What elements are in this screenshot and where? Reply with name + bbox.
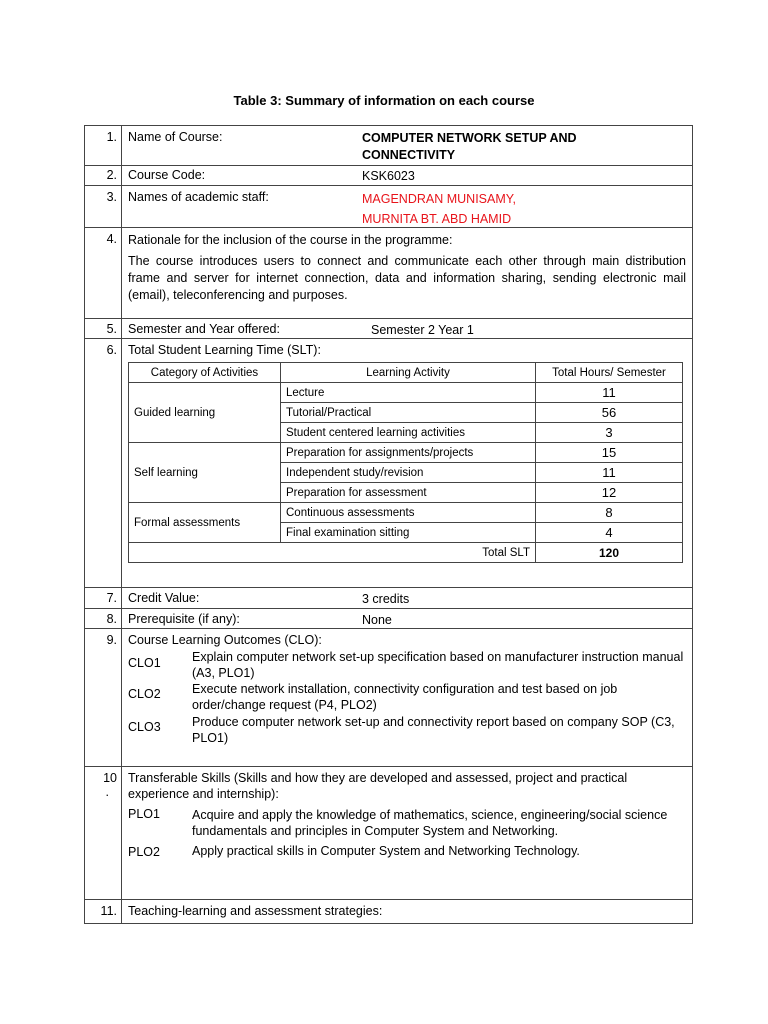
plo-text: Apply practical skills in Computer System and Networking Technology. [192, 844, 580, 858]
slt-activity: Preparation for assessment [281, 483, 536, 503]
clo-code: CLO2 [128, 687, 161, 701]
plo-text: Acquire and apply the knowledge of mathematics, science, engineering/social science fundamentals and principles in Computer System and Networking. [192, 808, 668, 838]
course-summary-table [84, 125, 693, 924]
course-code-value: KSK6023 [362, 169, 415, 183]
slt-hours: 12 [536, 483, 683, 503]
slt-hours: 3 [536, 423, 683, 443]
row-course-name [85, 126, 693, 166]
slt-header-activity: Learning Activity [281, 363, 536, 383]
plo-code: PLO2 [128, 845, 160, 859]
rationale-label: Rationale for the inclusion of the course in the programme: [128, 233, 453, 247]
slt-activity: Student centered learning activities [281, 423, 536, 443]
plo-code: PLO1 [128, 807, 160, 821]
slt-category: Self learning [129, 443, 281, 503]
slt-category: Formal assessments [129, 503, 281, 543]
row-number: 9. [85, 629, 122, 767]
row-academic-staff [85, 186, 693, 228]
slt-hours: 15 [536, 443, 683, 463]
clo-label: Course Learning Outcomes (CLO): [128, 633, 322, 647]
slt-activity: Lecture [281, 383, 536, 403]
slt-activity: Final examination sitting [281, 523, 536, 543]
slt-hours: 4 [536, 523, 683, 543]
slt-category: Guided learning [129, 383, 281, 443]
row-transferable-skills [85, 767, 693, 900]
semester-value: Semester 2 Year 1 [371, 323, 474, 337]
row-number: 5. [85, 319, 122, 339]
table-title: Table 3: Summary of information on each course [233, 93, 535, 108]
row-number: 8. [85, 609, 122, 629]
staff-name-1: MAGENDRAN MUNISAMY, [362, 192, 516, 206]
slt-header-hours: Total Hours/ Semester [536, 363, 683, 383]
prerequisite-label: Prerequisite (if any): [128, 612, 240, 626]
slt-hours: 11 [536, 463, 683, 483]
academic-staff-label: Names of academic staff: [128, 190, 269, 204]
slt-hours: 56 [536, 403, 683, 423]
row-semester [85, 319, 693, 339]
slt-activity: Tutorial/Practical [281, 403, 536, 423]
slt-hours: 8 [536, 503, 683, 523]
row-number-dot: . [105, 785, 109, 799]
credit-value: 3 credits [362, 592, 410, 606]
course-name-value: COMPUTER NETWORK SETUP AND CONNECTIVITY [362, 131, 577, 162]
slt-activity: Independent study/revision [281, 463, 536, 483]
clo-text: Produce computer network set-up and connectivity report based on company SOP (C3, PLO1) [192, 715, 675, 745]
row-prerequisite [85, 609, 693, 629]
row-teaching-strategies [85, 900, 693, 924]
clo-text: Execute network installation, connectivity configuration and test based on job order/change request (P4, PLO2) [192, 682, 618, 712]
slt-total-label: Total SLT [129, 543, 536, 563]
row-rationale [85, 228, 693, 319]
row-number: 6. [85, 339, 122, 588]
row-course-code [85, 166, 693, 186]
slt-row [129, 443, 683, 463]
credit-label: Credit Value: [128, 591, 200, 605]
staff-name-2: MURNITA BT. ABD HAMID [362, 212, 512, 226]
semester-label: Semester and Year offered: [128, 322, 280, 336]
prerequisite-value: None [362, 613, 392, 627]
row-credit [85, 588, 693, 609]
course-name-label: Name of Course: [128, 130, 223, 144]
clo-text: Explain computer network set-up specification based on manufacturer instruction manual (A3, PLO1) [192, 650, 684, 680]
slt-hours: 11 [536, 383, 683, 403]
row-number: 2. [85, 166, 122, 186]
row-slt [85, 339, 693, 588]
row-number: 11. [85, 900, 122, 924]
row-number: 3. [85, 186, 122, 228]
slt-header-category: Category of Activities [129, 363, 281, 383]
row-number: 1. [85, 126, 122, 166]
course-code-label: Course Code: [128, 168, 206, 182]
slt-activity: Continuous assessments [281, 503, 536, 523]
clo-code: CLO1 [128, 656, 161, 670]
slt-row [129, 383, 683, 403]
slt-header-row [129, 363, 683, 383]
slt-activity: Preparation for assignments/projects [281, 443, 536, 463]
slt-table [128, 362, 683, 563]
row-clo [85, 629, 693, 767]
slt-label: Total Student Learning Time (SLT): [128, 343, 321, 357]
row-number: 7. [85, 588, 122, 609]
row-number: 10 [103, 771, 117, 785]
row-number: 4. [85, 228, 122, 319]
slt-total-value: 120 [536, 543, 683, 563]
rationale-text: The course introduces users to connect and communicate each other through main distribution frame and server for internet connection, data and information sharing, sending electronic mail (email), teleconferencing and purposes. [128, 254, 686, 302]
slt-total-row [129, 543, 683, 563]
clo-code: CLO3 [128, 720, 161, 734]
teaching-strategies-label: Teaching-learning and assessment strategies: [128, 904, 383, 918]
slt-row [129, 503, 683, 523]
transferable-skills-label: Transferable Skills (Skills and how they are developed and assessed, project and practical experience and internship): [128, 771, 628, 801]
